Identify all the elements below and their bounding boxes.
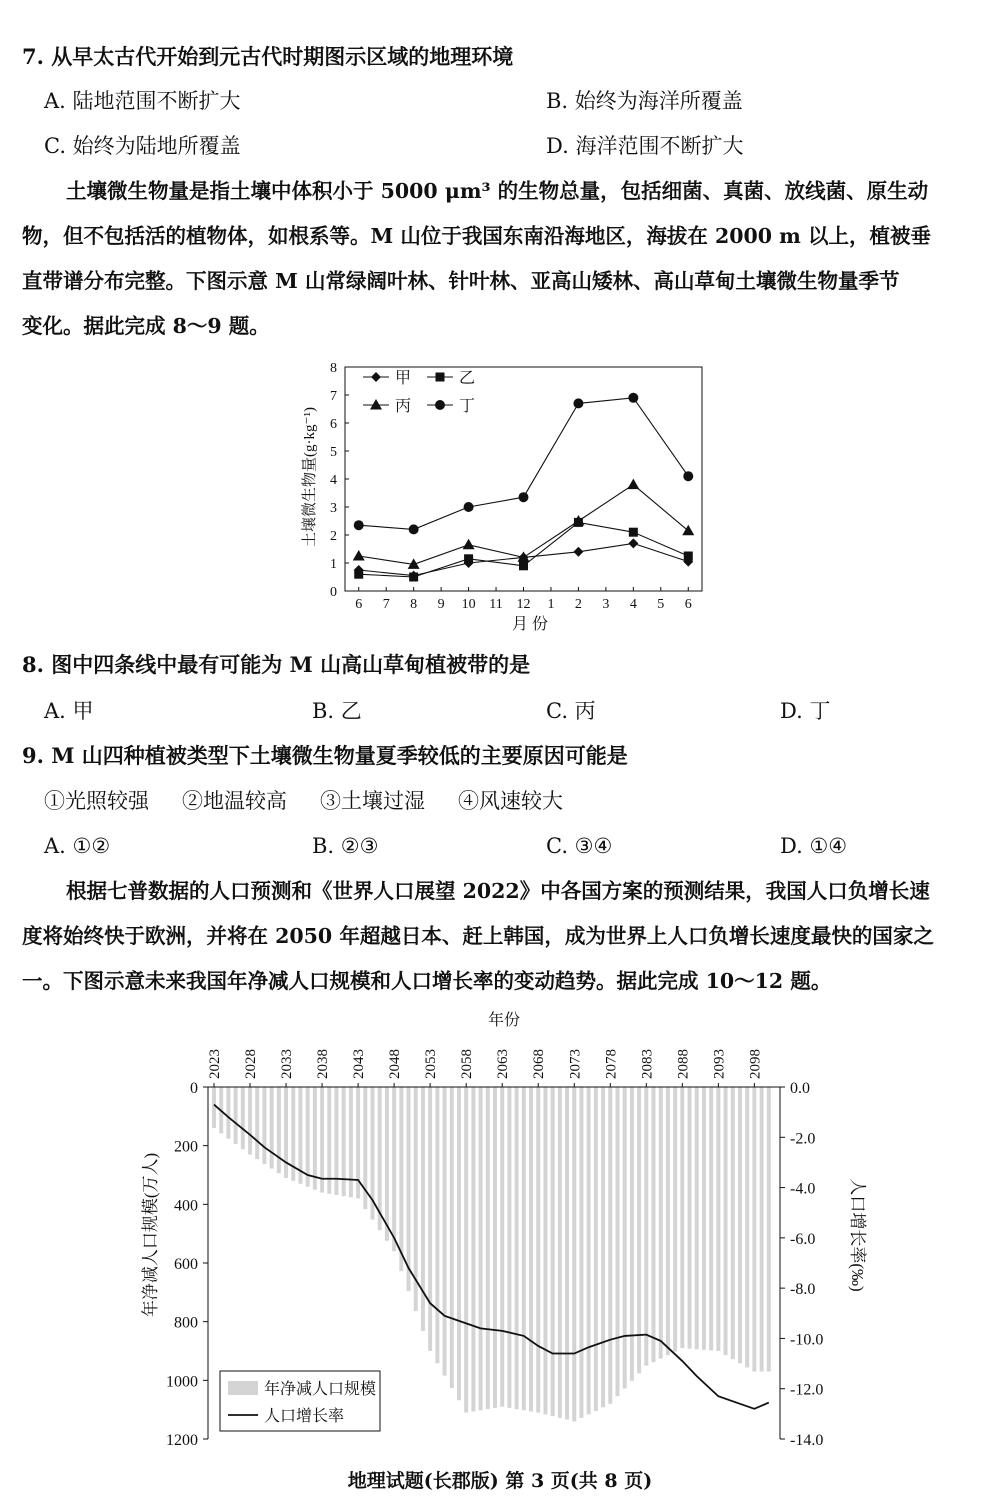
chart1-legend-label: 乙 <box>459 370 476 387</box>
chart2-bar <box>385 1087 389 1241</box>
chart2-bar <box>738 1087 742 1363</box>
chart2-bar <box>464 1087 468 1413</box>
chart1-y-tick-label: 0 <box>330 585 337 600</box>
chart2-bar <box>306 1087 310 1187</box>
chart2-bar <box>457 1087 461 1400</box>
chart1-data-point <box>354 570 363 579</box>
population-chart <box>130 1005 870 1460</box>
chart2-bar <box>435 1087 439 1363</box>
chart2-right-tick-label: 0.0 <box>790 1080 810 1097</box>
chart1-data-point <box>573 547 583 557</box>
chart1-x-tick-label: 2 <box>574 597 582 612</box>
q8-option-a: A. 甲 <box>44 699 94 723</box>
q7-option-b: B. 始终为海洋所覆盖 <box>546 89 743 113</box>
chart2-bar <box>529 1087 533 1411</box>
chart1-x-tick-label: 8 <box>410 597 418 612</box>
q8-option-d: D. 丁 <box>780 699 831 723</box>
chart2-bar <box>572 1087 576 1421</box>
chart1-x-tick-label: 6 <box>355 597 363 612</box>
chart2-bar <box>745 1087 749 1367</box>
chart2-bar <box>558 1087 562 1418</box>
chart2-bar <box>630 1087 634 1381</box>
chart1-data-point <box>684 552 693 561</box>
chart2-x-tick-label: 2068 <box>531 1049 548 1079</box>
chart2-bar <box>724 1087 728 1355</box>
chart1-data-point <box>519 492 529 502</box>
chart2-bar <box>565 1087 569 1420</box>
passage1-line-3: 直带谱分布完整。下图示意 M 山常绿阔叶林、针叶林、亚高山矮林、高山草甸土壤微生物量季节 <box>22 269 900 293</box>
passage2-line-2: 度将始终快于欧洲，并将在 2050 年超越日本、赶上韩国，成为世界上人口负增长速度最快的国家之 <box>22 924 934 948</box>
chart2-bar <box>241 1087 245 1149</box>
q7-option-d: D. 海洋范围不断扩大 <box>546 134 744 158</box>
question-7-stem: 7. 从早太古代开始到元古代时期图示区域的地理环境 <box>22 44 514 69</box>
chart2-bar <box>262 1087 266 1164</box>
q8-option-c: C. 丙 <box>546 699 596 723</box>
chart2-right-tick-label: -12.0 <box>790 1381 824 1399</box>
chart2-x-tick-label: 2093 <box>711 1049 728 1079</box>
chart2-x-tick-label: 2023 <box>207 1049 223 1079</box>
chart2-right-tick-label: -4.0 <box>790 1180 816 1198</box>
chart2-bar <box>659 1087 663 1359</box>
chart1-data-point <box>409 524 419 534</box>
chart2-right-tick-label: -2.0 <box>790 1130 816 1148</box>
chart2-bar <box>637 1087 641 1373</box>
chart2-x-tick-label: 2048 <box>387 1049 404 1079</box>
chart2-bar <box>277 1087 281 1173</box>
chart1-y-tick-label: 5 <box>330 445 337 460</box>
question-8-stem: 8. 图中四条线中最有可能为 M 山高山草甸植被带的是 <box>22 652 531 677</box>
chart1-x-tick-label: 10 <box>461 597 476 612</box>
chart1-y-tick-label: 2 <box>330 529 337 544</box>
chart1-data-point <box>464 554 473 563</box>
chart2-bar <box>479 1087 483 1410</box>
passage-population <box>22 869 980 1004</box>
chart1-legend-marker <box>370 399 382 410</box>
chart1-y-tick-label: 8 <box>330 361 337 376</box>
q9-item-2: ②地温较高 <box>182 789 287 813</box>
chart2-right-tick-label: -8.0 <box>790 1281 816 1299</box>
chart2-legend-bar-label: 年净减人口规模 <box>264 1381 377 1398</box>
chart2-bar <box>623 1087 627 1389</box>
chart2-bar <box>212 1087 216 1128</box>
chart2-bar <box>399 1087 403 1271</box>
q9-option-a: A. ①② <box>44 834 111 858</box>
chart2-x-tick-label: 2033 <box>279 1049 296 1079</box>
chart2-x-tick-label: 2063 <box>495 1049 512 1079</box>
chart2-title: 年份 <box>487 1012 521 1029</box>
chart2-left-tick-label: 0 <box>190 1080 198 1097</box>
chart2-bar <box>587 1087 591 1414</box>
chart2-bar <box>652 1087 656 1362</box>
chart2-bar <box>767 1087 771 1372</box>
chart1-y-axis-label: 土壤微生物量(g·kg⁻¹) <box>302 407 318 547</box>
chart2-bar <box>284 1087 288 1178</box>
chart2-left-axis-label: 年净减人口规模(万人) <box>141 1152 160 1318</box>
chart2-legend-bar-swatch <box>228 1381 258 1395</box>
chart1-data-point <box>683 471 693 481</box>
chart2-x-tick-label: 2043 <box>351 1049 368 1079</box>
passage1-line-1: 土壤微生物量是指土壤中体积小于 5000 μm³ 的生物总量，包括细菌、真菌、放线菌、原生动 <box>66 179 929 203</box>
chart1-x-axis-label: 月 份 <box>511 616 549 633</box>
chart2-bar <box>407 1087 411 1291</box>
chart1-data-point <box>628 393 638 403</box>
chart2-bar <box>752 1087 756 1372</box>
chart2-bar <box>522 1087 526 1410</box>
chart1-data-point <box>682 525 694 536</box>
chart2-bar <box>392 1087 396 1251</box>
chart1-x-tick-label: 4 <box>629 597 637 612</box>
chart2-bar <box>248 1087 252 1154</box>
chart2-bar <box>428 1087 432 1351</box>
q9-option-c: C. ③④ <box>546 834 613 858</box>
chart1-data-point <box>627 479 639 490</box>
chart2-bar <box>486 1087 490 1409</box>
chart1-data-point <box>464 502 474 512</box>
chart2-bar <box>471 1087 475 1411</box>
passage-soil-microbe <box>22 169 980 349</box>
chart1-data-point <box>463 539 475 550</box>
chart2-bar <box>270 1087 274 1169</box>
soil-microbe-chart <box>290 355 720 640</box>
chart2-right-axis-label: 人口增长率(‰) <box>848 1178 867 1292</box>
chart2-right-tick-label: -6.0 <box>790 1230 816 1248</box>
q7-option-a: A. 陆地范围不断扩大 <box>44 89 241 113</box>
chart2-x-tick-label: 2083 <box>639 1049 656 1079</box>
chart1-data-point <box>353 550 365 561</box>
chart2-bar <box>731 1087 735 1359</box>
chart2-bar <box>543 1087 547 1414</box>
q9-item-3: ③土壤过湿 <box>320 789 425 813</box>
chart2-bar <box>320 1087 324 1193</box>
chart2-left-tick-label: 200 <box>174 1138 198 1156</box>
q8-option-b: B. 乙 <box>312 699 362 723</box>
chart1-y-tick-label: 3 <box>330 501 337 516</box>
chart1-legend-marker <box>371 372 381 382</box>
q9-option-d: D. ①④ <box>780 834 848 858</box>
chart2-bar <box>666 1087 670 1355</box>
chart1-legend-label: 丙 <box>395 398 412 415</box>
chart1-x-tick-label: 7 <box>382 597 390 612</box>
chart2-left-tick-label: 1200 <box>166 1432 198 1449</box>
chart2-bar <box>760 1087 764 1372</box>
chart2-bar <box>443 1087 447 1376</box>
passage2-line-1: 根据七普数据的人口预测和《世界人口展望 2022》中各国方案的预测结果，我国人口负增长速 <box>66 879 930 903</box>
chart2-x-tick-label: 2053 <box>423 1049 440 1079</box>
chart2-bar <box>702 1087 706 1350</box>
chart1-y-tick-label: 7 <box>330 389 337 404</box>
chart2-bar <box>493 1087 497 1408</box>
chart1-x-tick-label: 12 <box>516 597 531 612</box>
chart1-data-point <box>629 528 638 537</box>
chart1-data-point <box>354 520 364 530</box>
chart2-bar <box>226 1087 230 1139</box>
q9-item-1: ①光照较强 <box>44 789 149 813</box>
chart2-bar <box>500 1087 504 1407</box>
passage2-line-3: 一。下图示意未来我国年净减人口规模和人口增长率的变动趋势。据此完成 10～12 题。 <box>22 969 832 993</box>
q9-option-b: B. ②③ <box>312 834 379 858</box>
chart2-left-tick-label: 800 <box>174 1314 198 1332</box>
chart2-bar <box>536 1087 540 1413</box>
chart2-bar <box>255 1087 259 1159</box>
chart1-legend-label: 丁 <box>459 398 476 415</box>
chart2-bar <box>507 1087 511 1408</box>
chart2-x-tick-label: 2028 <box>243 1049 260 1079</box>
chart1-legend-label: 甲 <box>395 370 412 387</box>
chart2-left-tick-label: 600 <box>174 1256 198 1273</box>
chart2-left-tick-label: 1000 <box>166 1373 198 1391</box>
chart1-series-line <box>359 398 689 530</box>
chart1-x-tick-label: 11 <box>489 597 503 612</box>
chart1-data-point <box>409 573 418 582</box>
q7-option-c: C. 始终为陆地所覆盖 <box>44 134 241 158</box>
chart2-bar <box>551 1087 555 1416</box>
chart2-x-tick-label: 2088 <box>675 1049 692 1079</box>
chart1-y-tick-label: 6 <box>330 417 337 432</box>
chart2-right-tick-label: -14.0 <box>790 1432 824 1449</box>
chart2-bar <box>515 1087 519 1409</box>
chart2-bar <box>450 1087 454 1388</box>
chart2-bar <box>327 1087 331 1194</box>
chart1-x-tick-label: 6 <box>684 597 692 612</box>
chart2-x-tick-label: 2058 <box>459 1049 476 1079</box>
chart2-right-tick-label: -10.0 <box>790 1331 824 1349</box>
q9-item-4: ④风速较大 <box>458 789 563 813</box>
chart1-y-tick-label: 4 <box>330 473 337 488</box>
chart1-legend-marker <box>436 373 445 382</box>
passage1-line-2: 物，但不包括活的植物体，如根系等。M 山位于我国东南沿海地区，海拔在 2000 m 以上，植被垂 <box>22 224 931 248</box>
chart2-bar <box>601 1087 605 1407</box>
chart2-x-tick-label: 2073 <box>567 1049 584 1079</box>
chart2-bar <box>709 1087 713 1350</box>
page-footer: 地理试题(长郡版) 第 3 页(共 8 页) <box>347 1470 653 1492</box>
chart2-bar <box>616 1087 620 1396</box>
chart2-bar <box>680 1087 684 1348</box>
chart1-x-tick-label: 1 <box>547 597 555 612</box>
chart2-bar <box>349 1087 353 1197</box>
chart1-legend-marker <box>435 400 445 410</box>
chart1-x-tick-label: 3 <box>602 597 610 612</box>
chart2-x-tick-label: 2038 <box>315 1049 332 1079</box>
chart2-bar <box>688 1087 692 1349</box>
chart2-growth-rate-line <box>214 1105 769 1409</box>
chart2-bar <box>234 1087 238 1144</box>
chart2-legend-line-label: 人口增长率 <box>264 1408 345 1425</box>
chart2-bar <box>313 1087 317 1190</box>
chart2-bar <box>644 1087 648 1366</box>
chart2-bar <box>594 1087 598 1411</box>
chart2-bar <box>716 1087 720 1351</box>
chart2-bar <box>673 1087 677 1352</box>
chart1-y-tick-label: 1 <box>330 557 337 572</box>
chart2-x-tick-label: 2098 <box>747 1049 764 1079</box>
chart1-x-tick-label: 5 <box>657 597 665 612</box>
chart2-bar <box>695 1087 699 1349</box>
chart2-bar <box>579 1087 583 1418</box>
question-9-stem: 9. M 山四种植被类型下土壤微生物量夏季较低的主要原因可能是 <box>22 743 628 768</box>
chart1-x-tick-label: 9 <box>437 597 445 612</box>
chart1-data-point <box>573 398 583 408</box>
chart2-left-tick-label: 400 <box>174 1197 198 1215</box>
passage1-line-4: 变化。据此完成 8～9 题。 <box>22 314 270 338</box>
chart1-data-point <box>519 561 528 570</box>
chart2-x-tick-label: 2078 <box>603 1049 620 1079</box>
chart2-bar <box>608 1087 612 1404</box>
chart1-data-point <box>628 538 638 548</box>
